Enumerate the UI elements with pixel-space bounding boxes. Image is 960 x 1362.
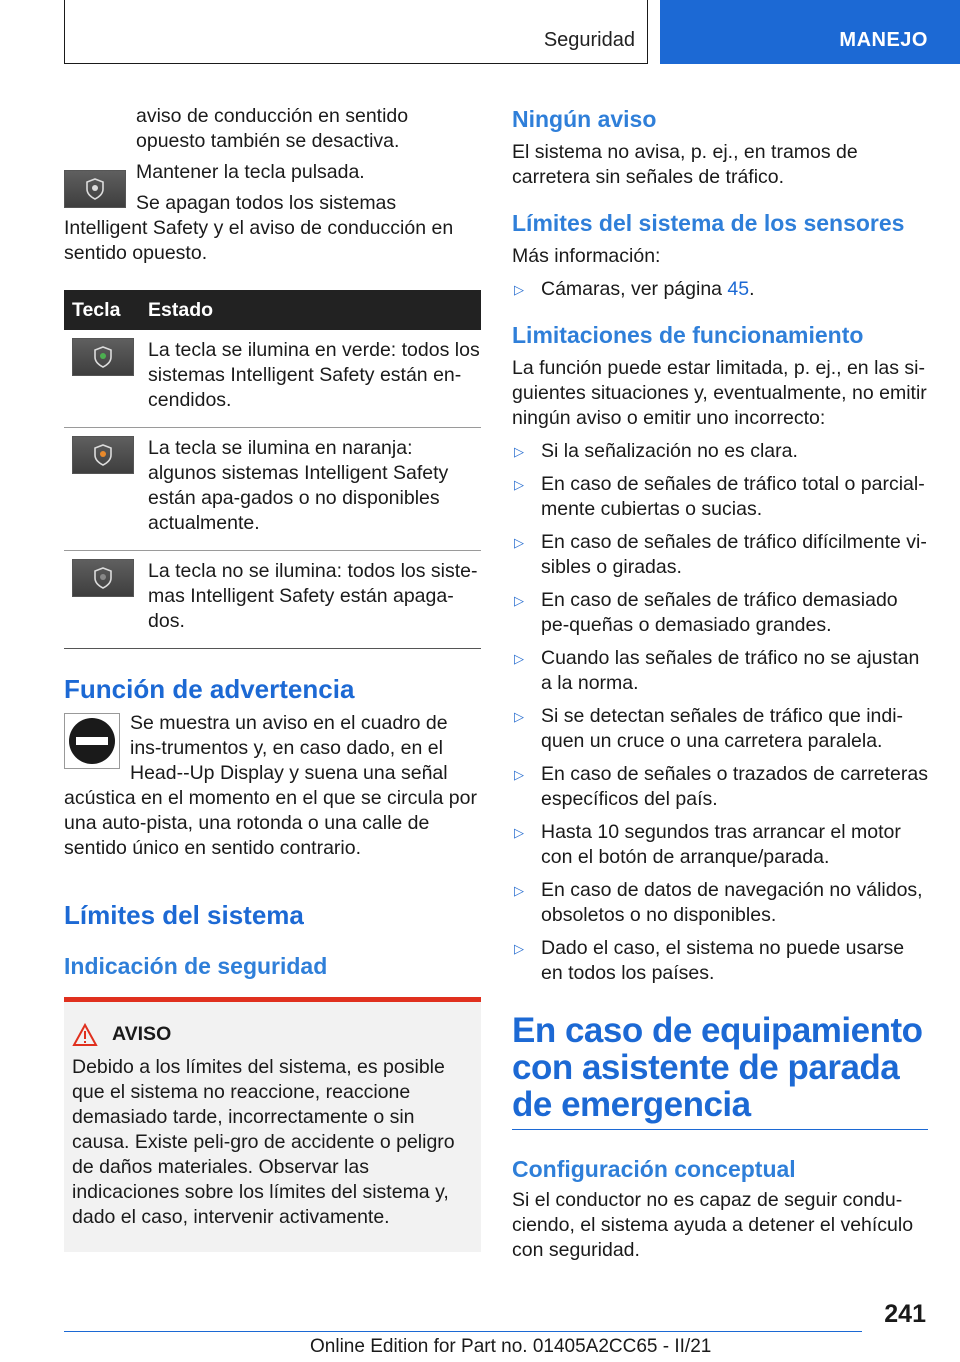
bullet-triangle-icon: ▷	[514, 535, 524, 550]
list-item: ▷ Cámaras, ver página 45.	[514, 278, 755, 300]
limits-list	[512, 439, 928, 986]
warning-label: AVISO	[112, 1023, 172, 1045]
table-row	[64, 330, 481, 428]
bullet-triangle-icon: ▷	[514, 883, 524, 898]
system-limits-heading: Límites del sistema	[64, 900, 304, 930]
list-item: ▷ En caso de señales de tráfico total o parcial-mente cubiertas o sucias.	[514, 473, 925, 520]
key-off-icon	[72, 559, 134, 597]
table-row	[64, 428, 481, 551]
list-item: ▷ En caso de datos de navegación no válidos, obsoletos o no disponibles.	[514, 879, 923, 926]
concept-text: Si el conductor no es capaz de seguir condu-ciendo, el sistema ayuda a detener el vehículo con seguridad.	[512, 1189, 914, 1261]
page-link[interactable]: 45	[727, 278, 750, 300]
list-item: ▷ En caso de señales de tráfico difícilmente vi-sibles o giradas.	[514, 531, 927, 578]
list-item: ▷ Si se detectan señales de tráfico que indi-quen un cruce o una carretera paralela.	[514, 705, 904, 752]
intro-text: aviso de conducción en sentido opuesto también se desactiva.	[136, 105, 409, 152]
state-text: La tecla se ilumina en naranja: algunos sistemas Intelligent Safety están apa-gados o no disponibles actualmente.	[136, 428, 481, 551]
state-text: La tecla se ilumina en verde: todos los sistemas Intelligent Safety están en-cendidos.	[136, 330, 481, 428]
list-item: ▷ Hasta 10 segundos tras arrancar el motor con el botón de arranque/parada.	[514, 821, 901, 868]
warning-function-text: Se muestra un aviso en el cuadro de ins-trumentos y, en caso dado, en el Head--Up Display y suena una señal acústica en el momento en el que se circula por una auto-pista, una rotonda o una calle de sentido único en sentido contrario.	[64, 712, 477, 859]
state-text: La tecla no se ilumina: todos los siste-mas Intelligent Safety están apaga-dos.	[136, 551, 481, 649]
key-orange-icon	[72, 436, 134, 474]
section-title: Seguridad	[543, 29, 635, 51]
right-column	[512, 104, 928, 1263]
left-column	[64, 104, 481, 1252]
list-item: ▷ Cuando las señales de tráfico no se ajustan a la norma.	[514, 647, 920, 694]
list-item: ▷ En caso de señales o trazados de carreteras específicos del país.	[514, 763, 928, 810]
table-header-key: Tecla	[64, 290, 136, 330]
bullet-triangle-icon: ▷	[514, 651, 524, 666]
emergency-heading: En caso de equipamiento con asistente de parada de emergencia	[512, 1012, 928, 1130]
warning-text: Debido a los límites del sistema, es posible que el sistema no reaccione, reaccione demasiado tarde, incorrectamente o sin causa. Existe peli-gro de accidente o peligro de daños materiales. Observar las indicaciones sobre los límites del sistema y, dado el caso, intervenir activamente.	[72, 1056, 455, 1228]
bullet-triangle-icon: ▷	[514, 282, 524, 297]
no-warning-heading: Ningún aviso	[512, 106, 657, 132]
list-item: ▷ Dado el caso, el sistema no puede usarse en todos los países.	[514, 937, 905, 984]
bullet-triangle-icon: ▷	[514, 767, 524, 782]
function-limits-heading: Limitaciones de funcionamiento	[512, 322, 864, 348]
bullet-triangle-icon: ▷	[514, 444, 524, 459]
sensor-list	[512, 277, 928, 302]
footer-divider	[64, 1331, 862, 1332]
bullet-triangle-icon: ▷	[514, 825, 524, 840]
concept-heading: Configuración conceptual	[512, 1156, 796, 1182]
sensor-limits-heading: Límites del sistema de los sensores	[512, 210, 905, 236]
more-info-text: Más información:	[512, 245, 661, 267]
list-item: ▷ En caso de señales de tráfico demasiado pe-queñas o demasiado grandes.	[514, 589, 898, 636]
no-warning-text: El sistema no avisa, p. ej., en tramos de carretera sin señales de tráfico.	[512, 141, 858, 188]
bullet-triangle-icon: ▷	[514, 709, 524, 724]
function-limits-text: La función puede estar limitada, p. ej., en las si-guientes situaciones y, eventualmente, no emitir ningún aviso o emitir uno incorrecto:	[512, 357, 927, 429]
hold-key-text: Mantener la tecla pulsada.	[136, 161, 365, 183]
warning-box	[64, 997, 481, 1252]
no-entry-sign-icon	[64, 713, 120, 769]
page-number: 241	[884, 1300, 926, 1328]
warning-function-heading: Función de advertencia	[64, 674, 355, 704]
footer-edition: Online Edition for Part no. 01405A2CC65 - II/21	[310, 1336, 712, 1357]
safety-key-icon	[64, 170, 126, 208]
bullet-triangle-icon: ▷	[514, 941, 524, 956]
list-item: ▷ Si la señalización no es clara.	[514, 440, 798, 462]
bullet-triangle-icon: ▷	[514, 477, 524, 492]
key-green-icon	[72, 338, 134, 376]
bullet-triangle-icon: ▷	[514, 593, 524, 608]
chapter-label: MANEJO	[839, 29, 928, 51]
table-header-state: Estado	[136, 290, 481, 330]
key-state-table	[64, 290, 481, 649]
warning-triangle-icon	[72, 1023, 98, 1047]
off-text: Se apagan todos los sistemas Intelligent Safety y el aviso de conducción en sentido opuesto.	[64, 192, 454, 264]
table-row	[64, 551, 481, 649]
chapter-tab[interactable]	[660, 0, 960, 64]
header-section-box	[64, 0, 648, 64]
safety-note-heading: Indicación de seguridad	[64, 953, 328, 979]
